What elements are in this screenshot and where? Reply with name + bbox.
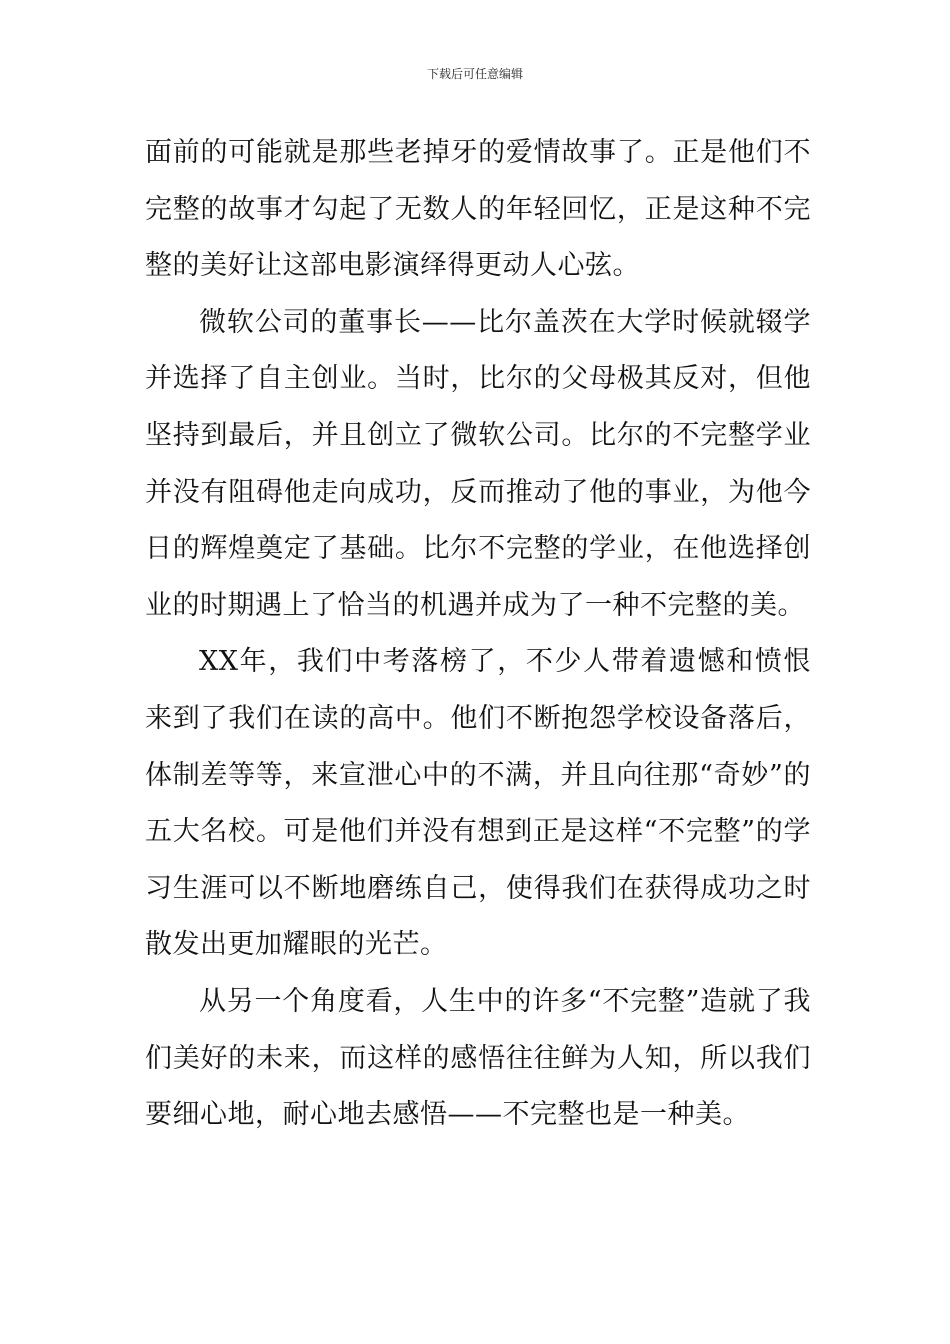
paragraph-1: 面前的可能就是那些老掉牙的爱情故事了。正是他们不完整的故事才勾起了无数人的年轻回忆，正是这种不完整的美好让这部电影演绎得更动人心弦。 (145, 137, 811, 282)
paragraph-2: 微软公司的董事长——比尔盖茨在大学时候就辍学并选择了自主创业。当时，比尔的父母极其反对，但他坚持到最后，并且创立了微软公司。比尔的不完整学业并没有阻碍他走向成功，反而推动了他的事业，为他今日的辉煌奠定了基础。比尔不完整的学业，在他选择创业的时期遇上了恰当的机遇并成为了一种不完整的美。 (145, 306, 811, 621)
page-header: 下载后可任意编辑 (426, 67, 523, 81)
document-body (145, 125, 811, 1144)
paragraph-3: XX年，我们中考落榜了，不少人带着遗憾和愤恨来到了我们在读的高中。他们不断抱怨学校设备落后，体制差等等，来宣泄心中的不满，并且向往那“奇妙”的五大名校。可是他们并没有想到正是这样“不完整”的学习生涯可以不断地磨练自己，使得我们在获得成功之时散发出更加耀眼的光芒。 (145, 646, 811, 961)
paragraph-4: 从另一个角度看，人生中的许多“不完整”造就了我们美好的未来，而这样的感悟往往鲜为人知，所以我们要细心地，耐心地去感悟——不完整也是一种美。 (145, 985, 811, 1131)
